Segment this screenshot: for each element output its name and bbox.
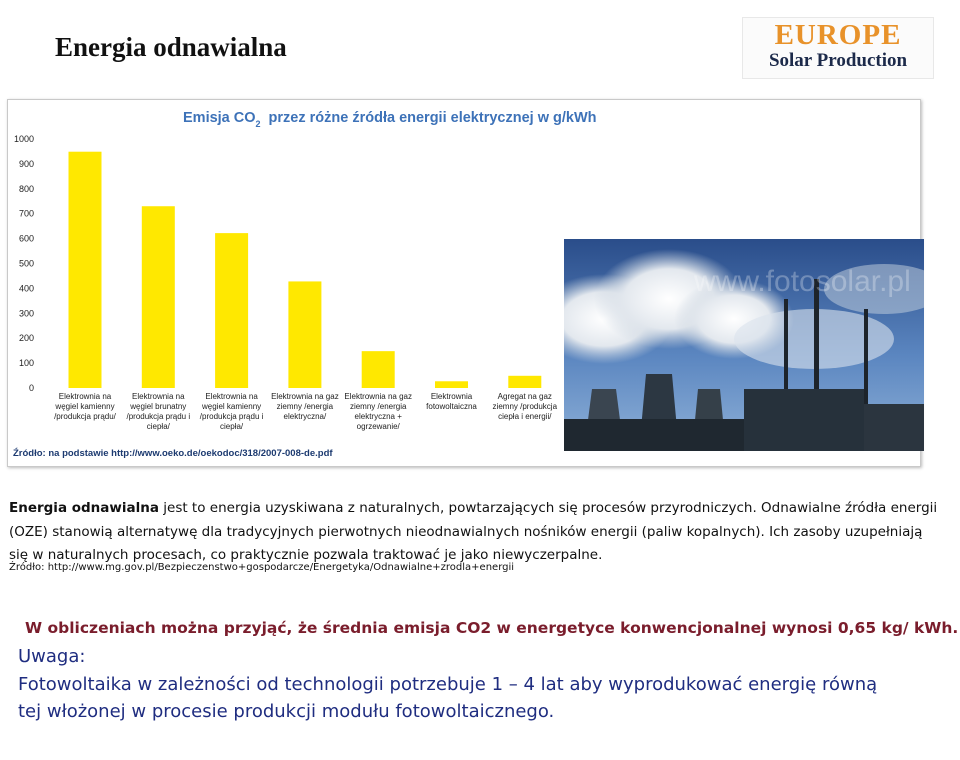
y-tick-label: 100 [18,358,34,369]
emission-highlight: W obliczeniach można przyjąć, że średnia emisja CO2 w energetyce konwencjonalnej wynosi 0,65 kg/ kWh. [25,619,959,637]
x-category-label-line: ciepła i energii/ [498,412,552,421]
chart-panel [7,99,921,467]
photovoltaic-note [18,671,938,725]
y-tick-label: 0 [28,383,34,393]
y-tick-label: 800 [18,183,34,194]
bar [142,206,175,388]
note-heading: Uwaga: [18,646,86,667]
x-category-label-line: Elektrownia na gaz [271,392,339,401]
x-category-label-line: /produkcja prądu i [126,412,191,421]
x-category-label-line: Elektrownia na [205,392,258,401]
x-category-label-line: ciepła/ [220,422,244,431]
bar [508,376,541,388]
x-category-label [493,392,558,421]
intro-term: Energia odnawialna [9,500,159,516]
x-category-label-line: Elektrownia na [132,392,185,401]
y-tick-label: 500 [18,258,34,269]
x-category-label [127,392,191,431]
x-category-label-line: węgiel brunatny [130,402,187,411]
x-category-label-line: ziemny /produkcja [492,402,558,411]
y-tick-label: 700 [18,208,34,219]
x-category-label-line: węgiel kamienny [55,402,115,411]
x-category-label-line: Elektrownia na [58,392,112,401]
x-category-label-line: /produkcja prądu i [199,412,264,421]
x-category-label-line: elektryczna + [354,412,402,421]
logo-line-solar-production: Solar Production [768,50,908,71]
x-category-label [271,392,339,421]
bar [435,381,468,388]
y-tick-label: 600 [18,233,34,244]
y-tick-label: 900 [18,158,34,169]
y-tick-label: 300 [18,308,34,319]
power-plant-photo [564,239,924,451]
y-tick-label: 200 [18,333,34,344]
photovoltaic-note-line-2: tej włożonej w procesie produkcji modułu fotowoltaicznego. [18,701,555,722]
chart-title: Emisja $CO_2$ przez różne źródła energii elektrycznej w g/kWh [183,110,597,129]
x-category-label-line: Elektrownia [430,392,473,401]
europe-solar-production-logo [742,17,934,79]
photo-watermark: www.fotosolar.pl [694,265,911,298]
x-category-label [200,392,264,431]
y-axis [14,134,34,393]
x-category-label [344,392,412,431]
y-tick-label: 400 [18,283,34,294]
bar [215,233,248,388]
logo-line-europe: EUROPE [774,19,902,51]
x-category-label-line: ziemny /energia [276,402,334,411]
page-title: Energia odnawialna [55,32,287,62]
photovoltaic-note-line-1: Fotowoltaika w zależności od technologii potrzebuje 1 – 4 lat aby wyprodukować energię równą [18,674,878,695]
x-category-label-line: /produkcja prądu/ [54,412,116,421]
x-category-label-line: ciepła/ [146,422,170,431]
x-category-label-line: ogrzewanie/ [356,422,400,431]
x-category-label [426,392,477,411]
source-link[interactable]: Źródło: http://www.mg.gov.pl/Bezpieczenstwo+gospodarcze/Energetyka/Odnawialne+zrodla+energii [9,562,515,573]
intro-paragraph [9,497,939,568]
bar [69,152,102,388]
x-category-label-line: Elektrownia na gaz [344,392,412,401]
chart-title-subscript: 2 [255,119,261,129]
intro-text: jest to energia uzyskiwana z naturalnych, powtarzających się procesów przyrodniczych. Odnawialne źródła energii (OZE) stanowią alternatywę dla tradycyjnych pierwotnych nieodnawialnych nośników energii (paliw kopalnych). Ich zasoby uzupełniają się w naturalnych procesach, co praktycznie pozwala traktować je jako niewyczerpalne. [9,500,938,563]
x-category-label-line: elektryczna/ [283,412,327,421]
y-tick-label: 1000 [13,134,34,144]
bar [288,281,321,388]
x-category-label [54,392,117,421]
x-category-label-line: węgiel kamienny [202,402,262,411]
chart-source-note: Źródło: na podstawie http://www.oeko.de/oekodoc/318/2007-008-de.pdf [13,448,333,459]
x-category-label-line: fotowoltaiczna [426,402,477,411]
x-category-label-line: Agregat na gaz [497,392,552,401]
bar [362,351,395,388]
x-category-label-line: ziemny /energia [349,402,407,411]
